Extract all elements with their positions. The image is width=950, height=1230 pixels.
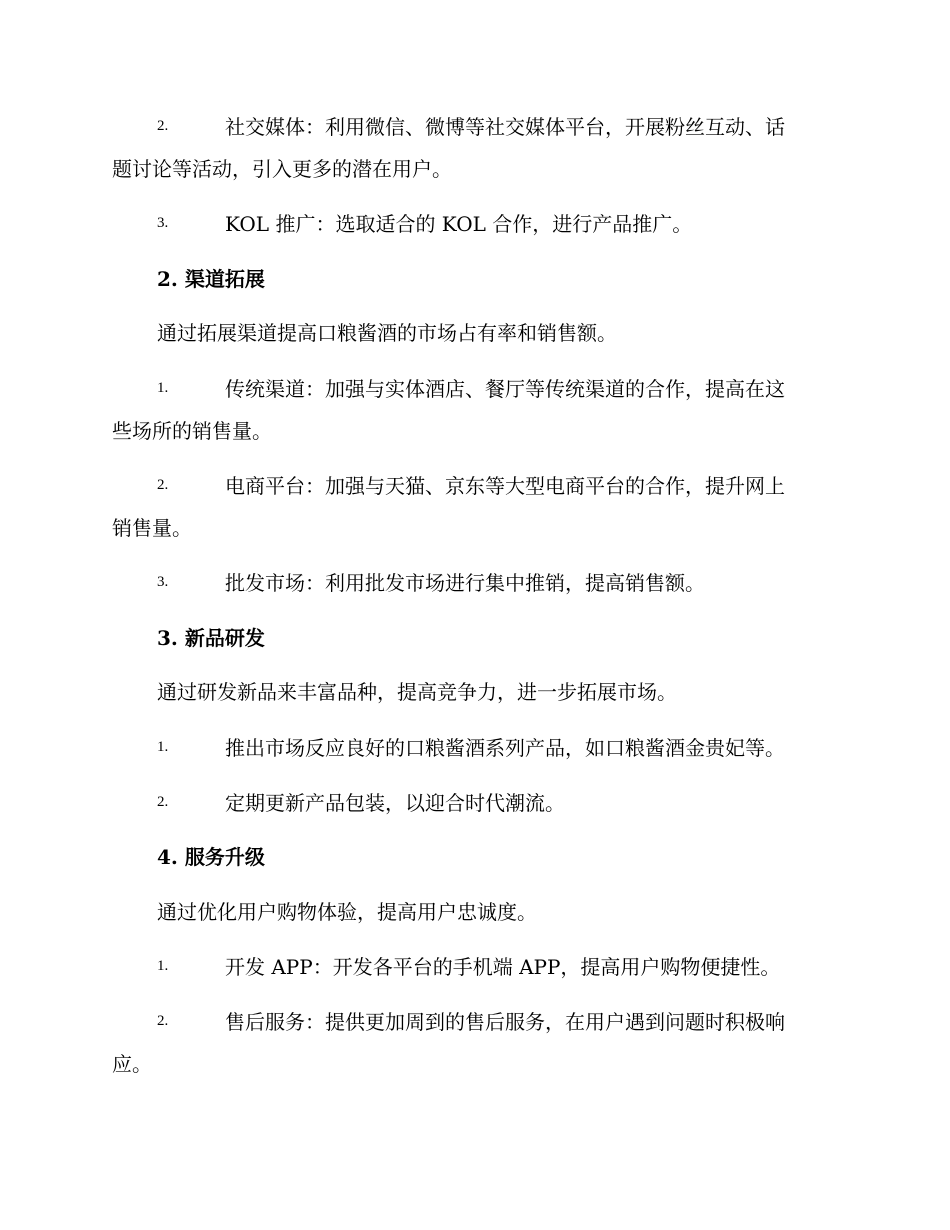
list-number: 2. xyxy=(157,477,169,493)
list-number: 1. xyxy=(157,739,169,755)
list-text-line-1: 电商平台：加强与天猫、京东等大型电商平台的合作，提升网上 xyxy=(225,474,785,498)
section-intro: 通过研发新品来丰富品种，提高竞争力，进一步拓展市场。 xyxy=(157,680,677,704)
section-intro: 通过拓展渠道提高口粮酱酒的市场占有率和销售额。 xyxy=(157,321,617,345)
list-number: 2. xyxy=(157,118,169,134)
section-heading: 2. 渠道拓展 xyxy=(157,267,265,291)
list-text-line-2: 些场所的销售量。 xyxy=(112,419,272,443)
section-heading: 4. 服务升级 xyxy=(157,845,265,869)
list-text-line-2: 应。 xyxy=(112,1052,152,1076)
list-text-line-1: 开发 APP：开发各平台的手机端 APP，提高用户购物便捷性。 xyxy=(225,955,781,979)
list-number: 3. xyxy=(157,215,169,231)
list-number: 1. xyxy=(157,380,169,396)
list-number: 1. xyxy=(157,958,169,974)
list-text-line-1: 批发市场：利用批发市场进行集中推销，提高销售额。 xyxy=(225,571,705,595)
list-text-line-1: 传统渠道：加强与实体酒店、餐厅等传统渠道的合作，提高在这 xyxy=(225,377,785,401)
list-text-line-2: 题讨论等活动，引入更多的潜在用户。 xyxy=(112,157,452,181)
list-text-line-1: 售后服务：提供更加周到的售后服务，在用户遇到问题时积极响 xyxy=(225,1010,785,1034)
list-text-line-1: KOL 推广：选取适合的 KOL 合作，进行产品推广。 xyxy=(225,212,693,236)
list-text-line-1: 推出市场反应良好的口粮酱酒系列产品，如口粮酱酒金贵妃等。 xyxy=(225,736,785,760)
list-number: 2. xyxy=(157,794,169,810)
list-text-line-1: 定期更新产品包装，以迎合时代潮流。 xyxy=(225,791,565,815)
section-intro: 通过优化用户购物体验，提高用户忠诚度。 xyxy=(157,900,537,924)
list-text-line-1: 社交媒体：利用微信、微博等社交媒体平台，开展粉丝互动、话 xyxy=(225,115,785,139)
list-text-line-2: 销售量。 xyxy=(112,516,192,540)
section-heading: 3. 新品研发 xyxy=(157,626,265,650)
list-number: 2. xyxy=(157,1013,169,1029)
list-number: 3. xyxy=(157,574,169,590)
